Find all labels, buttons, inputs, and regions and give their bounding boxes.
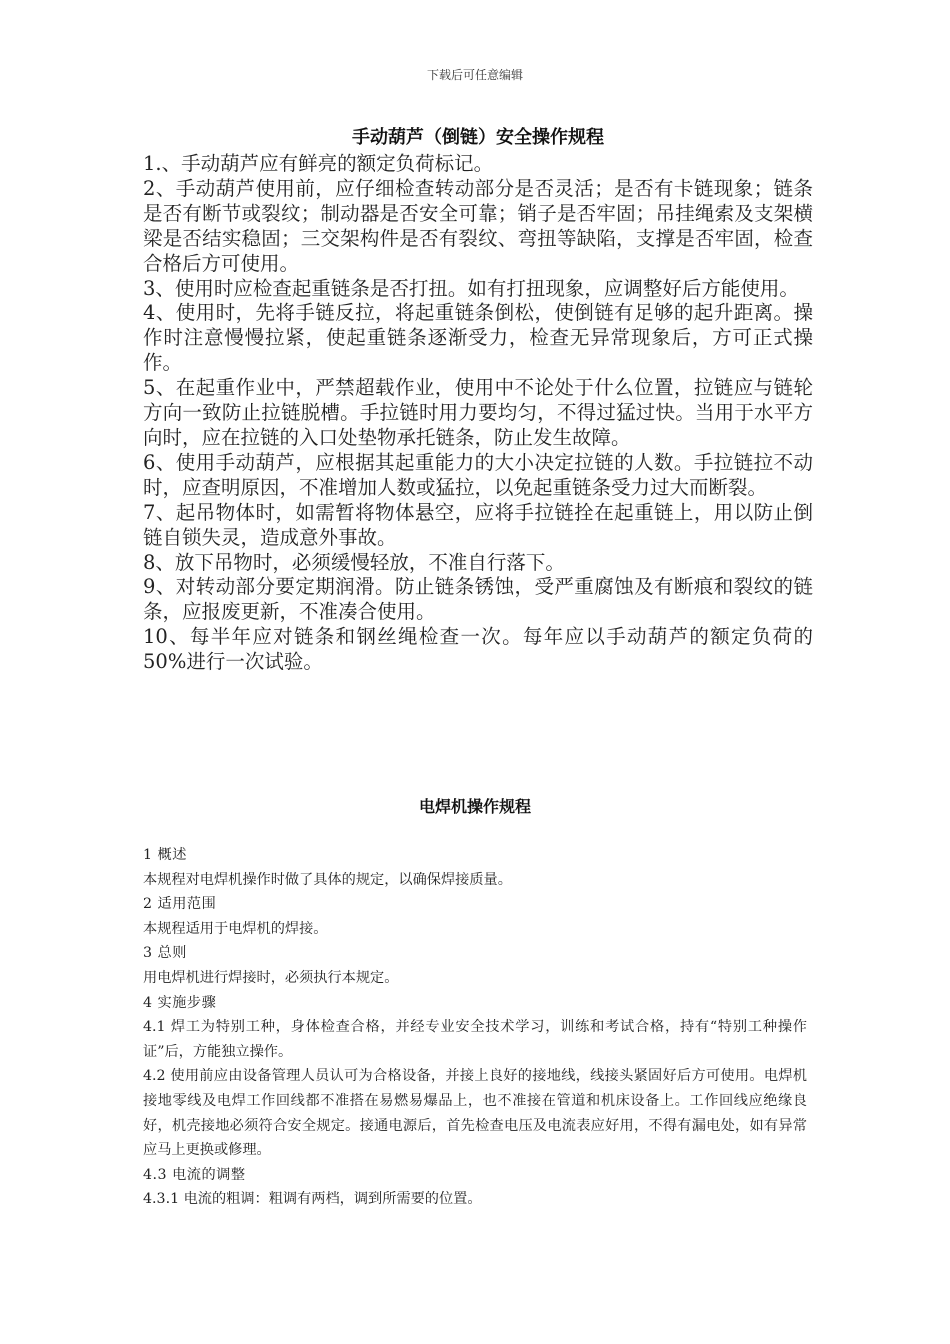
list-item: 1.、手动葫芦应有鲜亮的额定负荷标记。 — [143, 152, 494, 175]
section-heading: 3 总则 — [143, 945, 187, 962]
paragraph: 本规程对电焊机操作时做了具体的规定，以确保焊接质量。 — [143, 871, 512, 888]
section-heading: 2 适用范围 — [143, 896, 217, 913]
hoist-section-title: 手动葫芦（倒链）安全操作规程 — [352, 127, 604, 148]
welder-section-title: 电焊机操作规程 — [418, 797, 531, 816]
list-item: 7、起吊物体时，如需暂将物体悬空，应将手拉链拴在起重链上，用以防止倒链自锁失灵，造成意外事故。 — [143, 500, 813, 549]
list-item: 6、使用手动葫芦，应根据其起重能力的大小决定拉链的人数。手拉链拉不动时，应查明原因，不准增加人数或猛拉，以免起重链条受力过大而断裂。 — [143, 450, 813, 499]
hoist-safety-section — [143, 124, 813, 675]
paragraph: 用电焊机进行焊接时，必须执行本规定。 — [143, 969, 399, 986]
paragraph: 4.3.1 电流的粗调：粗调有两档，调到所需要的位置。 — [143, 1191, 482, 1208]
list-item: 8、放下吊物时，必须缓慢轻放，不准自行落下。 — [143, 550, 565, 574]
section-heading: 4 实施步骤 — [143, 994, 217, 1011]
list-item: 4、使用时，先将手链反拉，将起重链条倒松，使倒链有足够的起升距离。操作时注意慢慢拉紧，使起重链条逐渐受力，检查无异常现象后，方可正式操作。 — [143, 301, 813, 375]
list-item: 9、对转动部分要定期润滑。防止链条锈蚀，受严重腐蚀及有断痕和裂纹的链条，应报废更新，不准凑合使用。 — [143, 575, 813, 624]
header-note: 下载后可任意编辑 — [426, 68, 523, 82]
section-heading: 4.3 电流的调整 — [143, 1166, 246, 1183]
section-heading: 1 概述 — [143, 847, 187, 863]
list-item: 2、手动葫芦使用前，应仔细检查转动部分是否灵活；是否有卡链现象；链条是否有断节或裂纹；制动器是否安全可靠；销子是否牢固；吊挂绳索及支架横梁是否结实稳固；三交架构件是否有裂纹、弯扭等缺陷，支撑是否牢固，检查合格后方可使用。 — [143, 176, 813, 275]
list-item: 3、使用时应检查起重链条是否打扭。如有打扭现象，应调整好后方能使用。 — [143, 276, 799, 300]
paragraph: 4.1 焊工为特别工种，身体检查合格，并经专业安全技术学习，训练和考试合格，持有“特别工种操作证”后，方能独立操作。 — [143, 1019, 807, 1060]
paragraph: 4.2 使用前应由设备管理人员认可为合格设备，并接上良好的接地线，线接头紧固好后方可使用。电焊机接地零线及电焊工作回线都不准搭在易燃易爆品上，也不准接在管道和机床设备上。工作回线应绝缘良好，机壳接地必须符合安全规定。接通电源后，首先检查电压及电流表应好用，不得有漏电处，如有异常应马上更换或修理。 — [143, 1068, 807, 1159]
welder-procedure-section — [143, 843, 807, 1212]
list-item: 10、每半年应对链条和钢丝绳检查一次。每年应以手动葫芦的额定负荷的50%进行一次试验。 — [143, 625, 813, 674]
paragraph: 本规程适用于电焊机的焊接。 — [143, 920, 328, 937]
list-item: 5、在起重作业中，严禁超载作业，使用中不论处于什么位置，拉链应与链轮方向一致防止拉链脱槽。手拉链时用力要均匀，不得过猛过快。当用于水平方向时，应在拉链的入口处垫物承托链条，防止发生故障。 — [143, 376, 813, 449]
hoist-rules-list — [143, 152, 813, 675]
